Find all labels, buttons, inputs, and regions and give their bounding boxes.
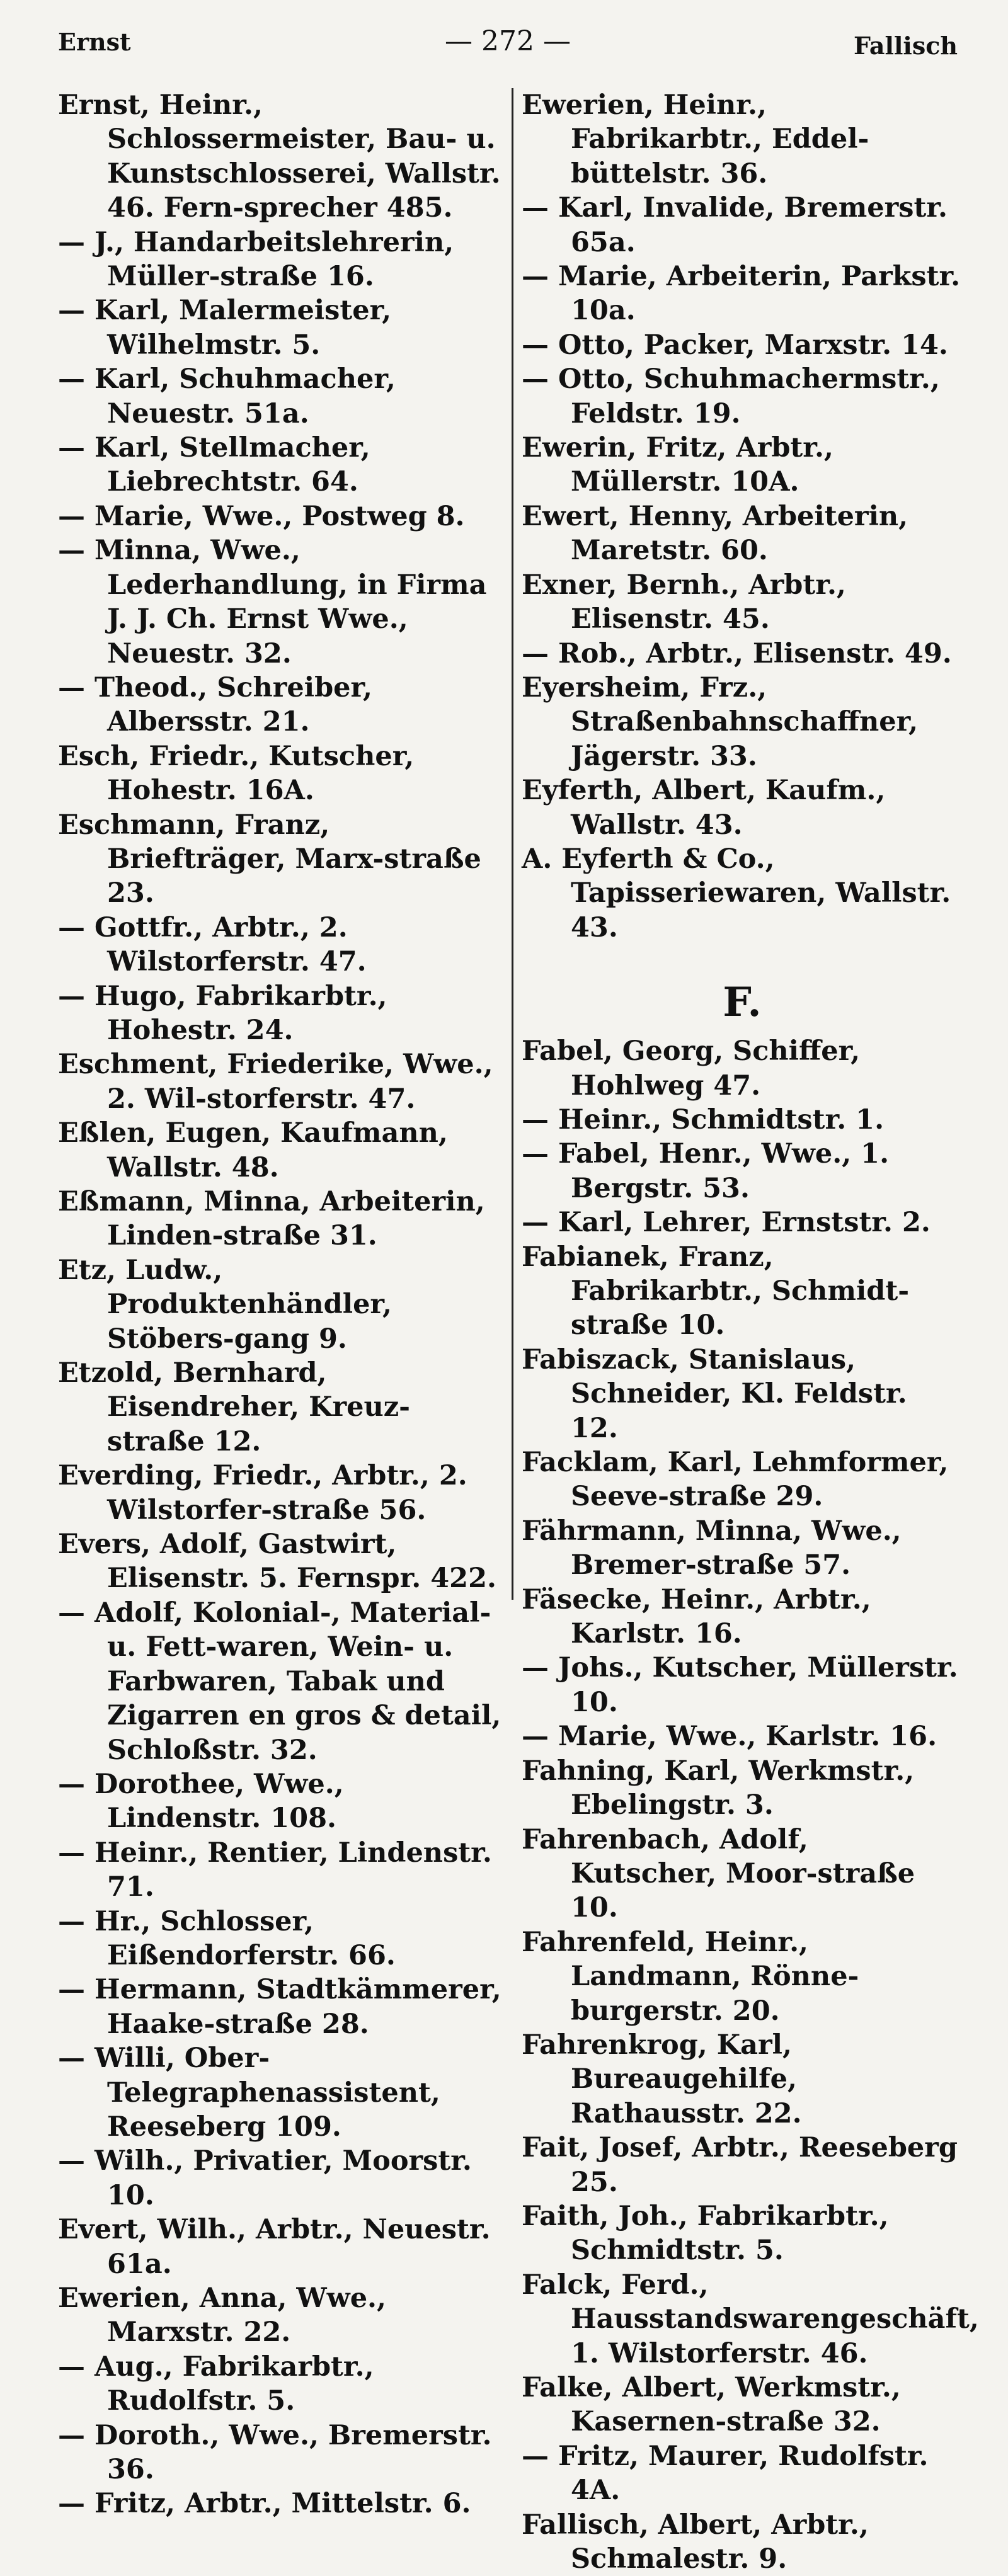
directory-entry: — Karl, Lehrer, Ernststr. 2. — [522, 1207, 931, 1239]
right-column — [522, 88, 988, 2576]
right-column-bottom — [522, 1034, 988, 2576]
directory-entry: — Heinr., Schmidtstr. 1. — [522, 1103, 885, 1136]
page-number: — 272 — — [445, 25, 571, 57]
directory-entry: — Willi, Ober-Telegraphenassistent, Reeseberg 109. — [58, 2043, 450, 2143]
directory-entry: — Karl, Malermeister, Wilhelmstr. 5. — [58, 295, 401, 361]
directory-entry: Facklam, Karl, Lehmformer, Seeve-straße 29. — [522, 1447, 958, 1513]
directory-entry: — Theod., Schreiber, Albersstr. 21. — [58, 671, 382, 738]
directory-entry: — Karl, Schuhmacher, Neuestr. 51a. — [58, 363, 405, 430]
header-left-keyword: Ernst — [58, 28, 131, 56]
directory-entry: Falck, Ferd., Hausstandswarengeschäft, 1. Wilstorferstr. 46. — [522, 2269, 988, 2369]
directory-entry: Fabel, Georg, Schiffer, Hohlweg 47. — [522, 1035, 870, 1102]
directory-entry: Etzold, Bernhard, Eisendreher, Kreuz-straße 12. — [58, 1357, 411, 1457]
directory-entry: — Fritz, Maurer, Rudolfstr. 4A. — [522, 2440, 938, 2507]
directory-entry: Eßlen, Eugen, Kaufmann, Wallstr. 48. — [58, 1117, 457, 1183]
directory-entry: Esch, Friedr., Kutscher, Hohestr. 16A. — [58, 740, 424, 807]
directory-entry: — Marie, Arbeiterin, Parkstr. 10a. — [522, 261, 970, 327]
directory-entry: Everding, Friedr., Arbtr., 2. Wilstorfer-straße 56. — [58, 1460, 477, 1526]
directory-entry: — Minna, Wwe., Lederhandlung, in Firma J. J. Ch. Ernst Wwe., Neuestr. 32. — [58, 535, 496, 670]
directory-entry: Exner, Bernh., Arbtr., Elisenstr. 45. — [522, 569, 856, 635]
page-header — [58, 19, 958, 63]
directory-entry: — Fabel, Henr., Wwe., 1. Bergstr. 53. — [522, 1138, 899, 1204]
directory-entry: Fabianek, Franz, Fabrikarbtr., Schmidt-straße 10. — [522, 1241, 910, 1342]
directory-entry: — Gottfr., Arbtr., 2. Wilstorferstr. 47. — [58, 911, 367, 978]
directory-entry: Fahrenbach, Adolf, Kutscher, Moor-straße 10. — [522, 1823, 925, 1924]
directory-entry: Fährmann, Minna, Wwe., Bremer-straße 57. — [522, 1515, 911, 1582]
directory-entry: Evert, Wilh., Arbtr., Neuestr. 61a. — [58, 2214, 500, 2280]
directory-entry: Fahning, Karl, Werkmstr., Ebelingstr. 3. — [522, 1755, 924, 1821]
directory-entry: — Hugo, Fabrikarbtr., Hohestr. 24. — [58, 980, 397, 1046]
directory-entry: — Aug., Fabrikarbtr., Rudolfstr. 5. — [58, 2351, 384, 2417]
directory-entry: Fait, Josef, Arbtr., Reeseberg 25. — [522, 2132, 967, 2198]
directory-entry: — Marie, Wwe., Karlstr. 16. — [522, 1721, 937, 1753]
directory-entry: Ewert, Henny, Arbeiterin, Maretstr. 60. — [522, 500, 918, 567]
directory-entry: Ewerien, Anna, Wwe., Marxstr. 22. — [58, 2282, 396, 2349]
directory-entry: Eyersheim, Frz., Straßenbahnschaffner, Jägerstr. 33. — [522, 671, 928, 772]
directory-entry: A. Eyferth & Co., Tapisseriewaren, Wallstr. 43. — [522, 843, 961, 943]
directory-entry: Etz, Ludw., Produktenhändler, Stöbers-gang 9. — [58, 1254, 401, 1355]
directory-entry: Fäsecke, Heinr., Arbtr., Karlstr. 16. — [522, 1583, 881, 1650]
right-column-top — [522, 88, 970, 945]
directory-entry: — Heinr., Rentier, Lindenstr. 71. — [58, 1837, 501, 1903]
directory-entry: Fabiszack, Stanislaus, Schneider, Kl. Feldstr. 12. — [522, 1343, 917, 1444]
directory-entry: — Fritz, Arbtr., Mittelstr. 6. — [58, 2488, 471, 2520]
directory-entry: — Otto, Packer, Marxstr. 14. — [522, 329, 948, 361]
header-right-keyword: Fallisch — [854, 31, 958, 60]
directory-entry: Fahrenfeld, Heinr., Landmann, Rönne-burgerstr. 20. — [522, 1926, 859, 2027]
directory-entry: — Hr., Schlosser, Eißendorferstr. 66. — [58, 1905, 396, 1971]
directory-entry: Eßmann, Minna, Arbeiterin, Linden-straße 31. — [58, 1186, 495, 1252]
directory-entry: — J., Handarbeitslehrerin, Müller-straße 16. — [58, 226, 464, 293]
directory-entry: Eschment, Friederike, Wwe., 2. Wil-storferstr. 47. — [58, 1049, 503, 1115]
directory-entry: — Dorothee, Wwe., Lindenstr. 108. — [58, 1768, 353, 1835]
directory-entry: — Hermann, Stadtkämmerer, Haake-straße 28. — [58, 1974, 511, 2040]
directory-entry: Falke, Albert, Werkmstr., Kasernen-straße 32. — [522, 2372, 910, 2438]
directory-entry: Ewerin, Fritz, Arbtr., Müllerstr. 10A. — [522, 432, 843, 498]
directory-entry: — Johs., Kutscher, Müllerstr. 10. — [522, 1652, 968, 1718]
directory-entry: — Otto, Schuhmachermstr., Feldstr. 19. — [522, 363, 949, 430]
directory-entry: — Rob., Arbtr., Elisenstr. 49. — [522, 637, 952, 670]
directory-entry: — Karl, Stellmacher, Liebrechtstr. 64. — [58, 432, 380, 498]
section-letter: F. — [723, 979, 762, 1027]
directory-entry: — Adolf, Kolonial-, Material- u. Fett-waren, Wein- u. Farbwaren, Tabak und Zigarren en gros & detail, Schloßstr. 32. — [58, 1597, 511, 1766]
directory-entry: Eschmann, Franz, Briefträger, Marx-straße 23. — [58, 809, 491, 909]
directory-entry: Eyferth, Albert, Kaufm., Wallstr. 43. — [522, 775, 895, 841]
directory-entry: Fallisch, Albert, Arbtr., Schmalestr. 9. — [522, 2509, 878, 2575]
directory-entry: — Karl, Invalide, Bremerstr. 65a. — [522, 192, 957, 258]
section-spacer — [522, 945, 963, 971]
directory-entry: Evers, Adolf, Gastwirt, Elisenstr. 5. Fernspr. 422. — [58, 1529, 496, 1595]
directory-entry: Faith, Joh., Fabrikarbtr., Schmidtstr. 5. — [522, 2200, 898, 2267]
column-divider — [512, 88, 513, 1600]
directory-entry: Ewerien, Heinr., Fabrikarbtr., Eddel-büttelstr. 36. — [522, 89, 869, 190]
directory-entry: — Marie, Wwe., Postweg 8. — [58, 500, 465, 532]
directory-entry: Ernst, Heinr., Schlossermeister, Bau- u. Kunstschlosserei, Wallstr. 46. Fern-sprecher 485. — [58, 89, 510, 224]
directory-entry: — Doroth., Wwe., Bremerstr. 36. — [58, 2419, 501, 2486]
directory-entry: Fahrenkrog, Karl, Bureaugehilfe, Rathausstr. 22. — [522, 2029, 806, 2129]
left-column — [58, 88, 511, 2521]
directory-entry: — Wilh., Privatier, Moorstr. 10. — [58, 2145, 481, 2211]
